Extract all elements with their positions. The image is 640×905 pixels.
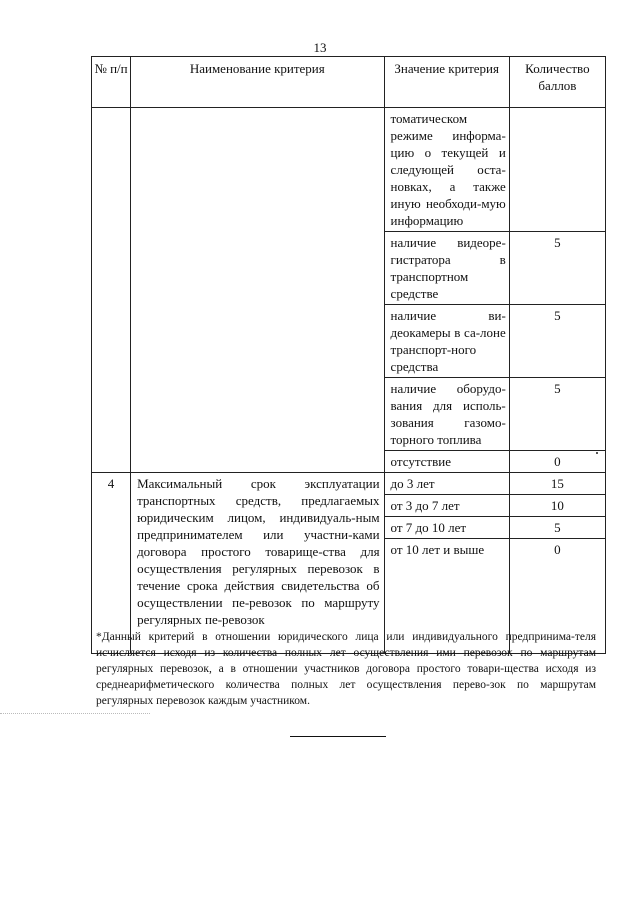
- criterion-cell-empty: [131, 108, 384, 473]
- header-num: № п/п: [92, 57, 131, 108]
- header-criterion: Наименование критерия: [131, 57, 384, 108]
- value-cell: наличие ви-деокамеры в са-лоне транспорт-ного средства: [384, 305, 509, 378]
- points-cell: 5: [509, 517, 605, 539]
- end-rule: [290, 736, 386, 737]
- points-cell: 10: [509, 495, 605, 517]
- num-cell-empty: [92, 108, 131, 473]
- criteria-table: [91, 56, 606, 654]
- value-cell: от 3 до 7 лет: [384, 495, 509, 517]
- table-row: [92, 473, 606, 495]
- scan-artifact-line: [0, 713, 150, 714]
- page-number: 13: [313, 40, 327, 55]
- value-cell: от 7 до 10 лет: [384, 517, 509, 539]
- points-cell: [509, 108, 605, 232]
- table-header-row: [92, 57, 606, 108]
- header-points: Количество баллов: [509, 57, 605, 108]
- value-cell: до 3 лет: [384, 473, 509, 495]
- value-cell: наличие видеоре-гистратора в транспортном средстве: [384, 232, 509, 305]
- table-row: [92, 108, 606, 232]
- points-cell: 5: [509, 378, 605, 451]
- scan-mark: [596, 452, 598, 454]
- value-cell: томатическом режиме информа-цию о текущей и следующей оста-новках, а также иную необходи-мую информацию: [384, 108, 509, 232]
- header-value: Значение критерия: [384, 57, 509, 108]
- value-cell: отсутствие: [384, 451, 509, 473]
- points-cell: 0: [509, 539, 605, 654]
- value-cell: наличие оборудо-вания для исполь-зования газомо-торного топлива: [384, 378, 509, 451]
- points-cell: 0: [509, 451, 605, 473]
- criterion-number: 4: [92, 473, 131, 654]
- value-cell: от 10 лет и выше: [384, 539, 509, 654]
- points-cell: 15: [509, 473, 605, 495]
- points-cell: 5: [509, 232, 605, 305]
- criterion-name: Максимальный срок эксплуатации транспортных средств, предлагаемых юридическим лицом, индивидуаль-ным предпринимателем или участни-ками договора простого товарище-ства для осуществления регулярных перевозок в течение срока действия свидетельства об осуществлении пе-ревозок по маршруту регулярных пе-ревозок: [131, 473, 384, 654]
- points-cell: 5: [509, 305, 605, 378]
- footnote: *Данный критерий в отношении юридического лица или индивидуального предпринима-теля исчисляется исходя из количества полных лет осуществления ими перевозок по маршрутам регулярных перевозок, а в отношении участников договора простого товари-щества исходя из среднеарифметического количества полных лет осуществления перево-зок по маршрутам регулярных перевозок каждым участником.: [96, 631, 596, 707]
